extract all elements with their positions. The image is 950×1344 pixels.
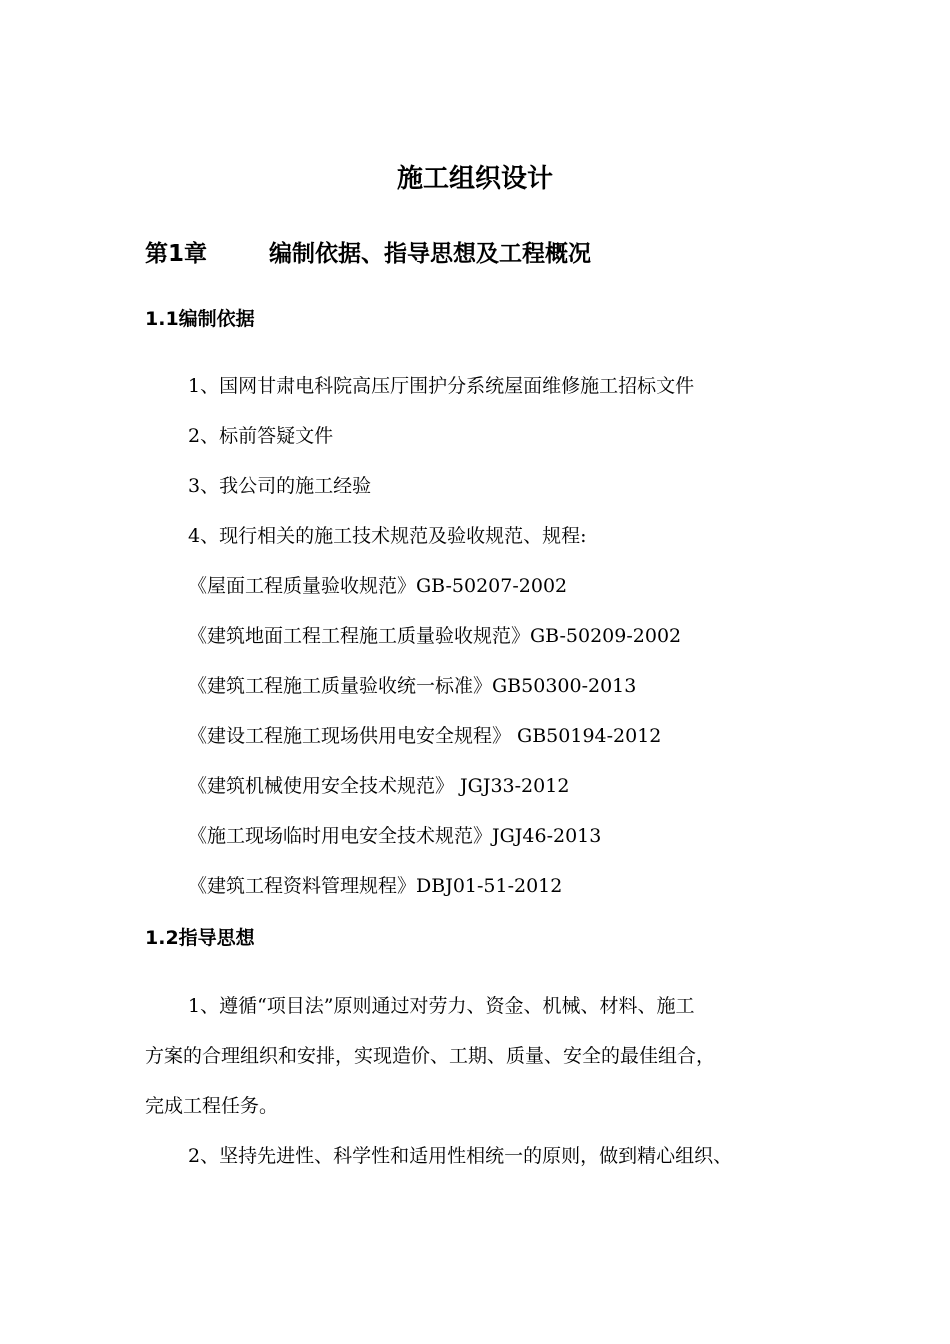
basis-item: 3、我公司的施工经验 bbox=[188, 475, 372, 497]
paragraph-line: 2、坚持先进性、科学性和适用性相统一的原则，做到精心组织、 bbox=[188, 1145, 733, 1167]
standard-item: 《施工现场临时用电安全技术规范》JGJ46-2013 bbox=[188, 825, 602, 847]
standard-item: 《建筑地面工程工程施工质量验收规范》GB-50209-2002 bbox=[188, 625, 682, 647]
document-title: 施工组织设计 bbox=[396, 164, 553, 194]
chapter-heading bbox=[145, 243, 591, 266]
section-heading-1-2: 1.2指导思想 bbox=[145, 927, 255, 949]
basis-item: 1、国网甘肃电科院高压厅围护分系统屋面维修施工招标文件 bbox=[188, 375, 695, 397]
basis-item: 2、标前答疑文件 bbox=[188, 425, 334, 447]
standard-item: 《建设工程施工现场供用电安全规程》 GB50194-2012 bbox=[188, 725, 662, 747]
paragraph-line: 完成工程任务。 bbox=[145, 1095, 279, 1117]
standard-item: 《建筑工程资料管理规程》DBJ01-51-2012 bbox=[188, 875, 563, 897]
chapter-number: 第1章 bbox=[145, 241, 208, 267]
basis-item: 4、现行相关的施工技术规范及验收规范、规程: bbox=[188, 525, 587, 547]
standard-item: 《建筑工程施工质量验收统一标准》GB50300-2013 bbox=[188, 675, 637, 697]
section-heading-1-1: 1.1编制依据 bbox=[145, 308, 255, 330]
chapter-title: 编制依据、指导思想及工程概况 bbox=[269, 241, 591, 267]
paragraph-line: 1、遵循“项目法”原则通过对劳力、资金、机械、材料、施工 bbox=[188, 995, 695, 1017]
standard-item: 《建筑机械使用安全技术规范》 JGJ33-2012 bbox=[188, 775, 570, 797]
paragraph-line: 方案的合理组织和安排，实现造价、工期、质量、安全的最佳组合， bbox=[145, 1045, 716, 1067]
standard-item: 《屋面工程质量验收规范》GB-50207-2002 bbox=[188, 575, 568, 597]
